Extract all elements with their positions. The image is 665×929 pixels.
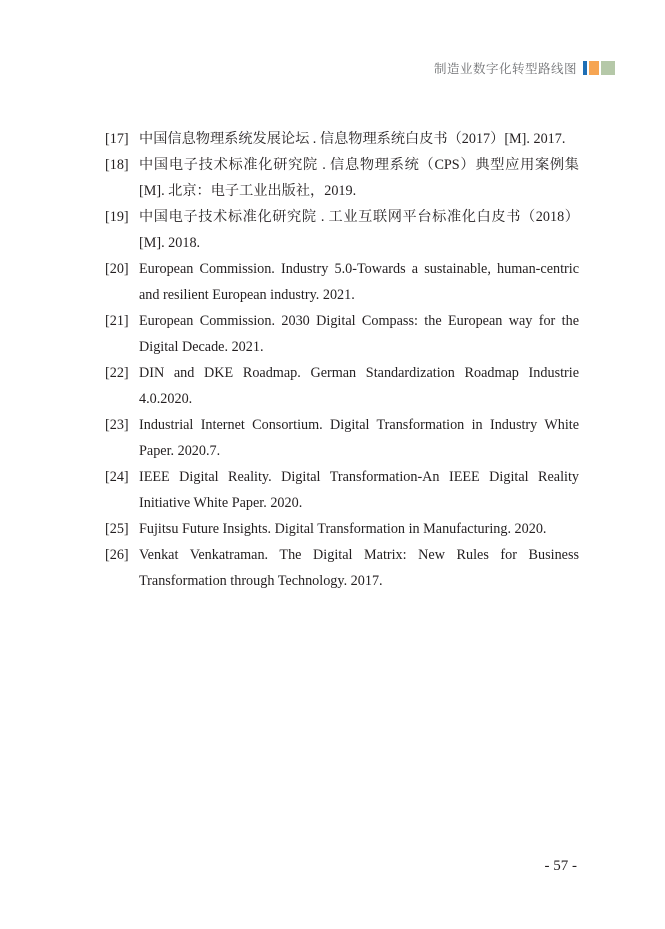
reference-text: Industrial Internet Consortium. Digital Transformation in Industry White Paper. 2020.7. <box>139 417 579 459</box>
reference-number: [25] <box>105 521 129 537</box>
reference-text: Venkat Venkatraman. The Digital Matrix: New Rules for Business Transformation through Technology. 2017. <box>139 547 579 589</box>
reference-item <box>105 308 579 360</box>
header-blue-bar <box>583 61 587 75</box>
reference-number: [24] <box>105 469 129 485</box>
page-number: - 57 - <box>544 858 577 874</box>
reference-text: European Commission. Industry 5.0-Towards a sustainable, human-centric and resilient European industry. 2021. <box>139 261 579 303</box>
reference-list <box>105 126 579 594</box>
reference-number: [23] <box>105 417 129 433</box>
reference-number: [18] <box>105 157 129 173</box>
reference-number: [20] <box>105 261 129 277</box>
reference-number: [17] <box>105 131 129 147</box>
reference-item <box>105 204 579 256</box>
reference-item <box>105 360 579 412</box>
reference-item <box>105 516 579 542</box>
reference-number: [21] <box>105 313 129 329</box>
reference-item <box>105 126 579 152</box>
reference-number: [26] <box>105 547 129 563</box>
reference-number: [22] <box>105 365 129 381</box>
reference-text: IEEE Digital Reality. Digital Transformation-An IEEE Digital Reality Initiative White Paper. 2020. <box>139 469 579 511</box>
reference-text: European Commission. 2030 Digital Compass: the European way for the Digital Decade. 2021. <box>139 313 579 355</box>
book-title: 制造业数字化转型路线图 <box>433 61 577 76</box>
running-header <box>434 60 615 76</box>
reference-number: [19] <box>105 209 129 225</box>
reference-item <box>105 542 579 594</box>
reference-text: DIN and DKE Roadmap. German Standardization Roadmap Industrie 4.0.2020. <box>139 365 579 407</box>
header-orange-bar <box>589 61 599 75</box>
reference-text: Fujitsu Future Insights. Digital Transformation in Manufacturing. 2020. <box>139 521 547 537</box>
reference-item <box>105 152 579 204</box>
reference-text: 中国电子技术标准化研究院 . 工业互联网平台标准化白皮书（2018）[M]. 2018. <box>139 209 579 251</box>
header-green-bar <box>601 61 615 75</box>
reference-item <box>105 256 579 308</box>
reference-item <box>105 464 579 516</box>
reference-text: 中国信息物理系统发展论坛 . 信息物理系统白皮书（2017）[M]. 2017. <box>139 131 566 147</box>
reference-text: 中国电子技术标准化研究院 . 信息物理系统（CPS）典型应用案例集 [M]. 北京：电子工业出版社，2019. <box>139 157 579 199</box>
reference-item <box>105 412 579 464</box>
